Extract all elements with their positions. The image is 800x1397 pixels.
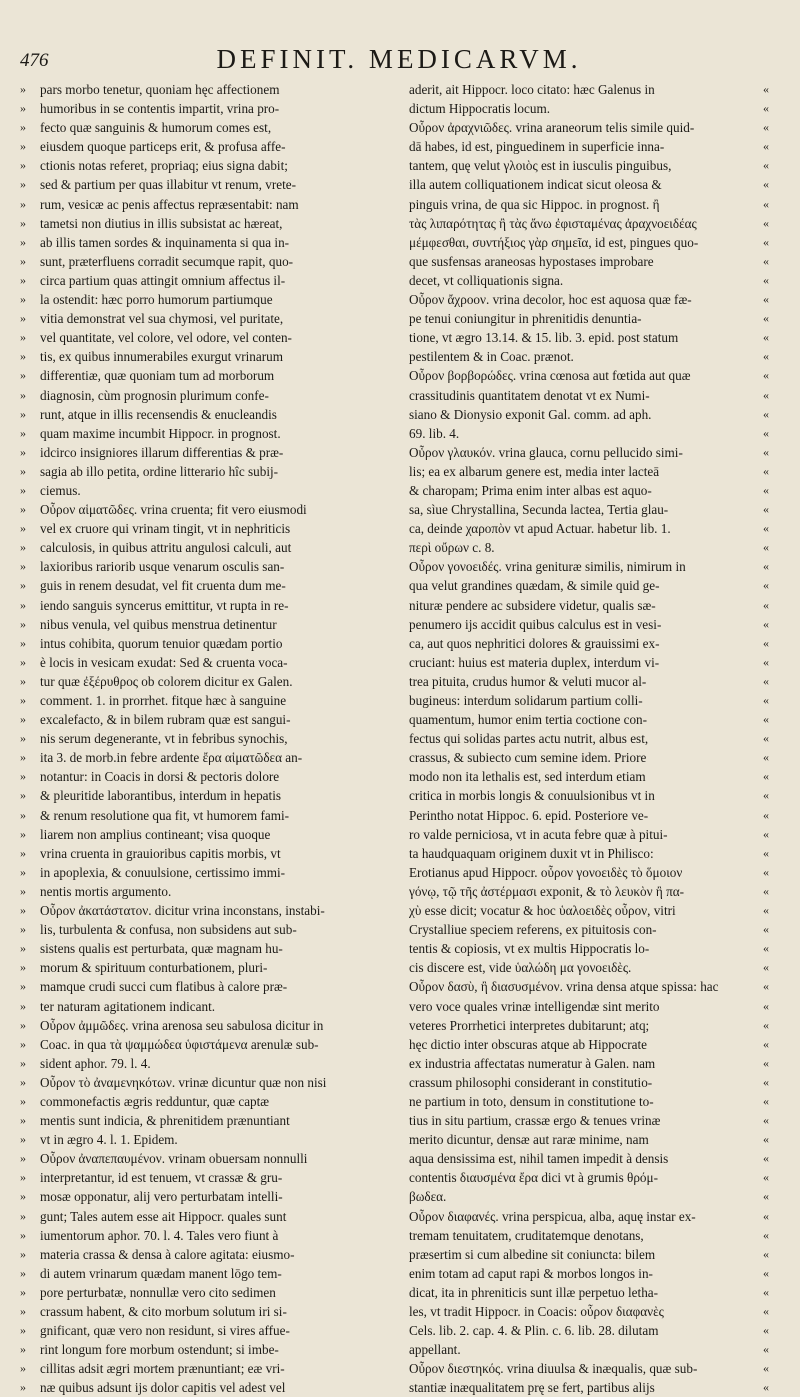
- text-line: » Οὖρον ἀκατάστατον. dicitur vrina inconstans, instabi-: [20, 901, 380, 920]
- text-line: » ita 3. de morb.in febre ardente ἔρα αἱματῶδεα an-: [20, 748, 380, 767]
- text-line: pestilentem & in Coac. prænot. «: [409, 347, 769, 366]
- text-line: » fecto quæ sanguinis & humorum comes est,: [20, 118, 380, 137]
- text-line: tremam tenuitatem, cruditatemque denotans, «: [409, 1226, 769, 1245]
- text-line: aqua densissima est, nihil tamen impedit à densis «: [409, 1149, 769, 1168]
- text-line: Οὖρον ἄχροον. vrina decolor, hoc est aquosa quæ fæ- «: [409, 290, 769, 309]
- text-line: » næ quibus adsunt ijs dolor capitis vel adest vel: [20, 1378, 380, 1397]
- text-line: » è locis in vesicam exudat: Sed & cruenta voca-: [20, 653, 380, 672]
- text-line: ex industria affectatas numeratur à Galen. nam «: [409, 1054, 769, 1073]
- text-line: » humoribus in se contentis impartit, vrina pro-: [20, 99, 380, 118]
- text-line: » vel quantitate, vel colore, vel odore, vel conten-: [20, 328, 380, 347]
- text-line: tione, vt ægro 13.14. & 15. lib. 3. epid. post statum «: [409, 328, 769, 347]
- text-line: 69. lib. 4. «: [409, 424, 769, 443]
- text-line: veteres Prorrhetici interpretes dubitarunt; atq; «: [409, 1016, 769, 1035]
- text-line: » mamque crudi succi cum flatibus à calore præ-: [20, 977, 380, 996]
- text-line: modo non ita lethalis est, sed interdum etiam «: [409, 767, 769, 786]
- text-line: Οὖρον ἀραχνιῶδες. vrina araneorum telis simile quid- «: [409, 118, 769, 137]
- text-line: » liarem non amplius contineant; visa quoque: [20, 825, 380, 844]
- text-line: » ab illis tamen sordes & inquinamenta si qua in-: [20, 233, 380, 252]
- text-line: que susfensas araneosas hypostases improbare «: [409, 252, 769, 271]
- text-line: stantiæ inæqualitatem prę se fert, partibus alijs «: [409, 1378, 769, 1397]
- text-line: Οὖρον γονοειδές. vrina genituræ similis, nimirum in «: [409, 557, 769, 576]
- text-line: siano & Dionysio exponit Gal. comm. ad aph. «: [409, 405, 769, 424]
- text-line: » materia crassa & densa à calore agitata: eiusmo-: [20, 1245, 380, 1264]
- text-line: μέμφεσθαι, συντήξιος γὰρ σημεῖα, id est, pingues quo- «: [409, 233, 769, 252]
- text-line: » Οὖρον τὸ ἀναμενηκότων. vrinæ dicuntur quæ non nisi: [20, 1073, 380, 1092]
- text-line: » intus cohibita, quorum tenuior quædam portio: [20, 634, 380, 653]
- text-line: aderit, ait Hippocr. loco citato: hæc Galenus in «: [409, 80, 769, 99]
- text-line: » iendo sanguis syncerus emittitur, vt rupta in re-: [20, 596, 380, 615]
- text-line: τὰς λιπαρότητας ἢ τὰς ἄνω ἐφισταμένας ἀραχνοειδέας «: [409, 214, 769, 233]
- text-line: Cels. lib. 2. cap. 4. & Plin. c. 6. lib. 28. dilutam «: [409, 1321, 769, 1340]
- text-line: dictum Hippocratis locum. «: [409, 99, 769, 118]
- text-line: Perintho notat Hippoc. 6. epid. Posteriore ve- «: [409, 806, 769, 825]
- text-line: tentis & copiosis, vt ex multis Hippocratis lo- «: [409, 939, 769, 958]
- text-line: ca, deinde χαροπὸν vt apud Actuar. habetur lib. 1. «: [409, 519, 769, 538]
- text-line: crassum philosophi considerant in constitutio- «: [409, 1073, 769, 1092]
- text-line: » & renum resolutione qua fit, vt humorem fami-: [20, 806, 380, 825]
- text-line: » iumentorum aphor. 70. l. 4. Tales vero fiunt à: [20, 1226, 380, 1245]
- text-line: » quam maxime incumbit Hippocr. in prognost.: [20, 424, 380, 443]
- text-line: » guis in renem desudat, vel fit cruenta dum me-: [20, 576, 380, 595]
- text-line: » pore perturbatæ, nonnullæ vero cito sedimen: [20, 1283, 380, 1302]
- text-line: trea pituita, crudus humor & veluti mucor al- «: [409, 672, 769, 691]
- text-line: lis; ea ex albarum genere est, media inter lacteā «: [409, 462, 769, 481]
- text-line: » nibus venula, vel quibus menstrua detinentur: [20, 615, 380, 634]
- text-line: Οὖρον διεστηκός. vrina diuulsa & inæqualis, quæ sub- «: [409, 1359, 769, 1378]
- text-line: » nis serum degenerante, vt in febribus synochis,: [20, 729, 380, 748]
- text-line: critica in morbis longis & conuulsionibus vt in «: [409, 786, 769, 805]
- text-line: » sistens qualis est perturbata, quæ magnam hu-: [20, 939, 380, 958]
- text-line: decet, vt colliquationis signa. «: [409, 271, 769, 290]
- text-line: » in apoplexia, & conuulsione, certissimo immi-: [20, 863, 380, 882]
- text-line: Οὖρον διαφανές. vrina perspicua, alba, aquę instar ex- «: [409, 1207, 769, 1226]
- text-line: les, vt tradit Hippocr. in Coacis: οὖρον διαφανὲς «: [409, 1302, 769, 1321]
- text-line: nituræ pendere ac subsidere videtur, qualis sæ- «: [409, 596, 769, 615]
- text-line: Οὖρον βορβορώδες. vrina cœnosa aut fœtida aut quæ «: [409, 366, 769, 385]
- text-line: » vrina cruenta in grauioribus capitis morbis, vt: [20, 844, 380, 863]
- text-line: » mentis sunt indicia, & phrenitidem prænuntiant: [20, 1111, 380, 1130]
- text-line: » morum & spirituum conturbationem, pluri-: [20, 958, 380, 977]
- text-line: pe tenui coniungitur in phrenitidis denuntia- «: [409, 309, 769, 328]
- text-line: » Οὖρον ἀμμῶδες. vrina arenosa seu sabulosa dicitur in: [20, 1016, 380, 1035]
- text-line: » excalefacto, & in bilem rubram quæ est sangui-: [20, 710, 380, 729]
- text-line: quamentum, humor enim tertia coctione con- «: [409, 710, 769, 729]
- text-line: ne partium in toto, densum in constitutione to- «: [409, 1092, 769, 1111]
- text-line: » idcirco insigniores illarum differentias & præ-: [20, 443, 380, 462]
- text-line: » nentis mortis argumento.: [20, 882, 380, 901]
- text-line: qua velut grandines quædam, & simile quid ge- «: [409, 576, 769, 595]
- text-line: » interpretantur, id est tenuem, vt crassæ & gru-: [20, 1168, 380, 1187]
- running-title: DEFINIT. MEDICARVM.: [216, 44, 582, 74]
- text-line: tantem, quę velut γλοιὸς est in iusculis pinguibus, «: [409, 156, 769, 175]
- text-line: » vt in ægro 4. l. 1. Epidem.: [20, 1130, 380, 1149]
- text-line: » la ostendit: hæc porro humorum partiumque: [20, 290, 380, 309]
- text-line: præsertim si cum albedine sit coniuncta: bilem «: [409, 1245, 769, 1264]
- text-line: » lis, turbulenta & confusa, non subsidens aut sub-: [20, 920, 380, 939]
- text-line: » laxioribus rariorib usque venarum osculis san-: [20, 557, 380, 576]
- text-line: vero voce quales vrinæ intelligendæ sint merito «: [409, 997, 769, 1016]
- text-line: & charopam; Prima enim inter albas est aquo- «: [409, 481, 769, 500]
- text-line: » di autem vrinarum quædam manent lōgo tem-: [20, 1264, 380, 1283]
- text-line: cis discere est, vide ὑαλώδη μα γονοειδὲς. «: [409, 958, 769, 977]
- text-line: » sagia ab illo petita, ordine litterario hîc subij-: [20, 462, 380, 481]
- text-line: contentis διαυσμένα ἔρα dici vt à grumis θρόμ- «: [409, 1168, 769, 1187]
- text-line: ta haudquaquam originem duxit vt in Philisco: «: [409, 844, 769, 863]
- text-line: » vitia demonstrat vel sua chymosi, vel puritate,: [20, 309, 380, 328]
- text-line: Οὖρον γλαυκόν. vrina glauca, cornu pellucido simi- «: [409, 443, 769, 462]
- text-line: » rum, vesicæ ac penis affectus repræsentabit: nam: [20, 195, 380, 214]
- text-line: penumero ijs accidit quibus calculus est in vesi- «: [409, 615, 769, 634]
- text-line: dā habes, id est, pinguedinem in superficie inna- «: [409, 137, 769, 156]
- text-line: hęc dictio inter obscuras atque ab Hippocrate «: [409, 1035, 769, 1054]
- text-line: » tur quæ ἐξέρυθρος ob colorem dicitur ex Galen.: [20, 672, 380, 691]
- text-line: γόνῳ, τῷ τῆς ἀστέρμασι exponit, & τὸ λευκὸν ἢ πα- «: [409, 882, 769, 901]
- page-number: 476: [20, 50, 49, 71]
- text-line: appellant. «: [409, 1340, 769, 1359]
- text-line: Crystalliue speciem referens, ex pituitosis con- «: [409, 920, 769, 939]
- text-line: crassus, & subiecto cum semine idem. Priore «: [409, 748, 769, 767]
- text-line: » cillitas adsit ægri mortem prænuntiant; eæ vri-: [20, 1359, 380, 1378]
- text-line: » calculosis, in quibus attritu angulosi calculi, aut: [20, 538, 380, 557]
- text-line: tius in situ partium, crassæ ergo & tenues vrinæ «: [409, 1111, 769, 1130]
- text-line: » circa partium quas attingit omnium affectus il-: [20, 271, 380, 290]
- text-line: » differentiæ, quæ quoniam tum ad morborum: [20, 366, 380, 385]
- text-line: » & pleuritide laborantibus, interdum in hepatis: [20, 786, 380, 805]
- text-line: » eiusdem quoque particeps erit, & profusa affe-: [20, 137, 380, 156]
- text-line: bugineus: interdum solidarum partium colli- «: [409, 691, 769, 710]
- text-line: » comment. 1. in prorrhet. fitque hæc à sanguine: [20, 691, 380, 710]
- text-line: » sed & partium per quas illabitur vt renum, vrete-: [20, 175, 380, 194]
- text-line: » pars morbo tenetur, quoniam hęc affectionem: [20, 80, 380, 99]
- text-line: » Οὖρον αἱματῶδες. vrina cruenta; fit vero eiusmodi: [20, 500, 380, 519]
- text-line: » gnificant, quæ vero non residunt, si vires affue-: [20, 1321, 380, 1340]
- text-line: pinguis vrina, de qua sic Hippoc. in prognost. ἢ «: [409, 195, 769, 214]
- text-line: χὺ esse dicit; vocatur & hoc ὑαλοειδὲς οὖρον, vitri «: [409, 901, 769, 920]
- text-line: » sunt, præterfluens corradit secumque rapit, quo-: [20, 252, 380, 271]
- text-line: » mosæ opponatur, alij vero perturbatam intelli-: [20, 1187, 380, 1206]
- text-line: » ciemus.: [20, 481, 380, 500]
- text-line: illa autem colliquationem indicat sicut oleosa & «: [409, 175, 769, 194]
- text-line: » tametsi non diutius in illis subsistat ac hæreat,: [20, 214, 380, 233]
- text-line: cruciant: huius est materia duplex, interdum vi- «: [409, 653, 769, 672]
- text-line: » crassum habent, & cito morbum solutum iri si-: [20, 1302, 380, 1321]
- text-line: » rint longum fore morbum ostendunt; si imbe-: [20, 1340, 380, 1359]
- right-text-column: [409, 80, 769, 1397]
- text-line: enim totam ad caput rapi & morbos longos in- «: [409, 1264, 769, 1283]
- text-line: » sident aphor. 79. l. 4.: [20, 1054, 380, 1073]
- text-line: » ter naturam agitationem indicant.: [20, 997, 380, 1016]
- text-line: Erotianus apud Hippocr. οὖρον γονοειδὲς τὸ ὅμοιον «: [409, 863, 769, 882]
- text-line: crassitudinis quantitatem denotat vt ex Numi- «: [409, 386, 769, 405]
- page-header: [20, 44, 778, 74]
- text-line: dicat, ita in phreniticis sunt illæ perpetuo letha- «: [409, 1283, 769, 1302]
- text-line: » runt, atque in illis recensendis & enucleandis: [20, 405, 380, 424]
- text-line: sa, sìue Chrystallina, Secunda lactea, Tertia glau- «: [409, 500, 769, 519]
- text-line: » commonefactis ægris redduntur, quæ captæ: [20, 1092, 380, 1111]
- text-line: βωδεα. «: [409, 1187, 769, 1206]
- text-line: » ctionis notas referet, propriaq; eius signa dabit;: [20, 156, 380, 175]
- text-line: » diagnosin, cùm prognosin plurimum confe-: [20, 386, 380, 405]
- text-line: » gunt; Tales autem esse ait Hippocr. quales sunt: [20, 1207, 380, 1226]
- text-line: ro valde perniciosa, vt in acuta febre quæ à pitui- «: [409, 825, 769, 844]
- text-line: » vel ex cruore qui vrinam tingit, vt in nephriticis: [20, 519, 380, 538]
- text-line: fectus qui solidas partes actu nutrit, albus est, «: [409, 729, 769, 748]
- text-line: » notantur: in Coacis in dorsi & pectoris dolore: [20, 767, 380, 786]
- text-line: merito dicuntur, densæ aut raræ minime, nam «: [409, 1130, 769, 1149]
- text-line: ca, aut quos nephritici dolores & grauissimi ex- «: [409, 634, 769, 653]
- left-text-column: [20, 80, 380, 1397]
- text-line: » Coac. in qua τὰ ψαμμώδεα ὑφιστάμενα arenulæ sub-: [20, 1035, 380, 1054]
- text-line: » Οὖρον ἀναπεπαυμένον. vrinam obuersam nonnulli: [20, 1149, 380, 1168]
- text-line: Οὖρον δασὺ, ἢ διασυσμένον. vrina densa atque spissa: hac «: [409, 977, 769, 996]
- text-line: » tis, ex quibus innumerabiles exurgut vrinarum: [20, 347, 380, 366]
- text-line: περὶ οὔρων c. 8. «: [409, 538, 769, 557]
